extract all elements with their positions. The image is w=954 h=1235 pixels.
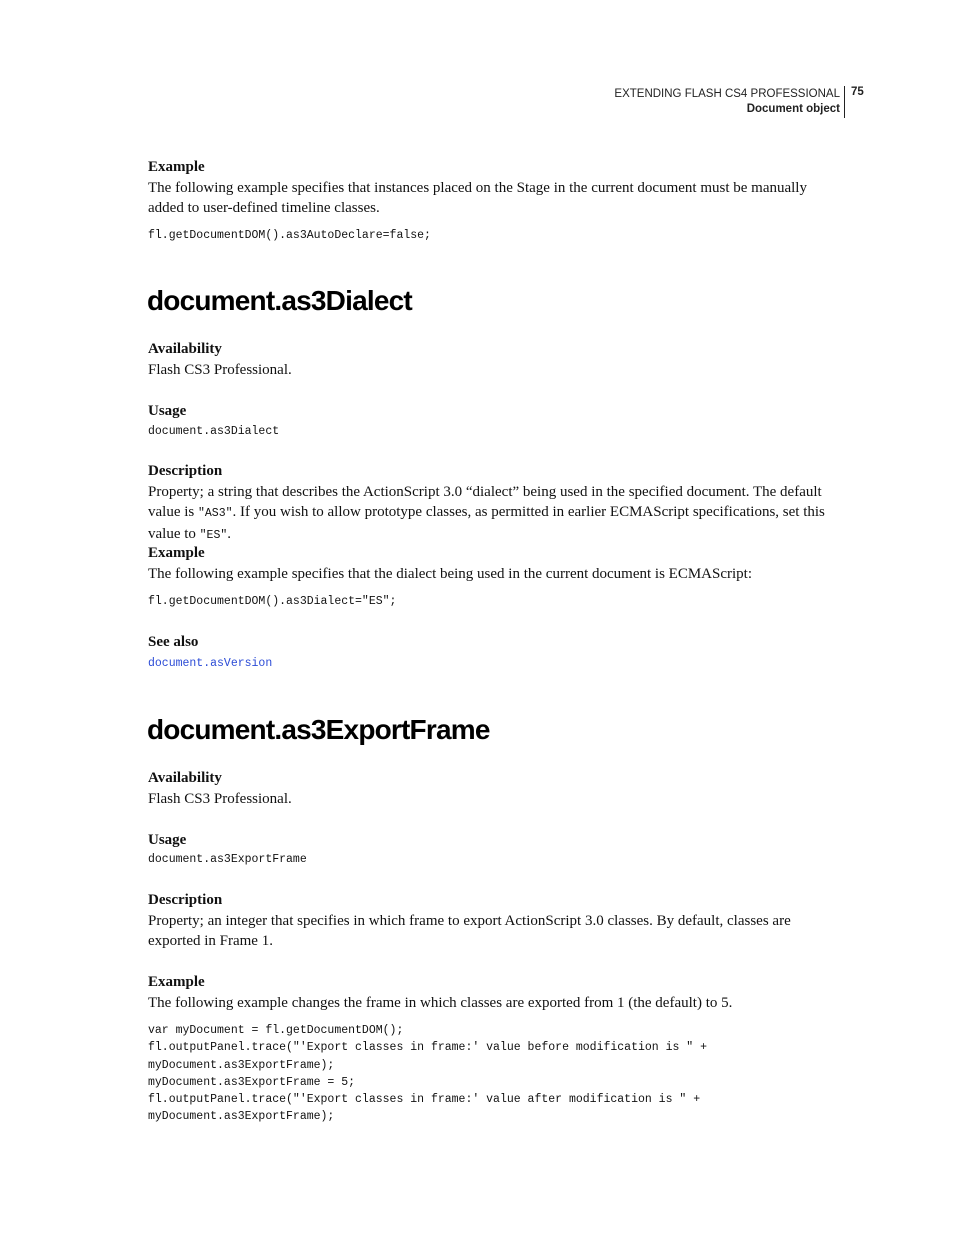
description-part-1: Property; a string that describes the ActionScript 3.0 “dialect” being used in the specified document. The default value is bbox=[148, 484, 822, 520]
description-heading: Description bbox=[148, 892, 223, 908]
section-heading-as3dialect: document.as3Dialect bbox=[147, 285, 412, 316]
page-number: 75 bbox=[851, 86, 864, 98]
availability-heading: Availability bbox=[148, 770, 222, 786]
example-heading: Example bbox=[148, 545, 205, 561]
description-part-3: . bbox=[227, 526, 232, 542]
see-also-link-asversion[interactable]: document.asVersion bbox=[148, 657, 273, 670]
section-heading-as3exportframe: document.as3ExportFrame bbox=[147, 714, 490, 745]
header-divider bbox=[844, 86, 845, 118]
es-value-code: "ES" bbox=[199, 529, 228, 542]
usage-code: document.as3Dialect bbox=[148, 425, 280, 438]
example-code: fl.getDocumentDOM().as3Dialect="ES"; bbox=[148, 595, 397, 608]
example-code-block: var myDocument = fl.getDocumentDOM(); fl.outputPanel.trace("'Export classes in frame:' value before modification is " + myDocument.as3ExportFrame); myDocument.as3ExportFrame = 5; fl.outputPanel.trace("'Export classes in frame:' value after modification is " + myDocument.as3ExportFrame); bbox=[148, 1024, 707, 1124]
description-heading: Description bbox=[148, 463, 223, 479]
book-title: EXTENDING FLASH CS4 PROFESSIONAL bbox=[614, 88, 840, 100]
example-text: The following example specifies that the dialect being used in the current document is ECMAScript: bbox=[148, 566, 753, 582]
availability-text: Flash CS3 Professional. bbox=[148, 791, 292, 807]
description-text bbox=[148, 482, 843, 546]
example-text: The following example specifies that instances placed on the Stage in the current document must be manually added to user-defined timeline classes. bbox=[148, 180, 807, 216]
example-heading: Example bbox=[148, 159, 205, 175]
example-text: The following example changes the frame in which classes are exported from 1 (the default) to 5. bbox=[148, 995, 733, 1011]
availability-heading: Availability bbox=[148, 341, 222, 357]
usage-code: document.as3ExportFrame bbox=[148, 853, 307, 866]
usage-heading: Usage bbox=[148, 403, 187, 419]
example-heading: Example bbox=[148, 974, 205, 990]
availability-text: Flash CS3 Professional. bbox=[148, 362, 292, 378]
running-header bbox=[614, 87, 840, 117]
description-part-2: . If you wish to allow prototype classes, as permitted in earlier ECMAScript specifications, set this value to bbox=[148, 504, 825, 542]
section-title: Document object bbox=[746, 103, 840, 115]
see-also-heading: See also bbox=[148, 634, 199, 650]
usage-heading: Usage bbox=[148, 832, 187, 848]
description-text: Property; an integer that specifies in which frame to export ActionScript 3.0 classes. By default, classes are exported in Frame 1. bbox=[148, 913, 791, 949]
example-code: fl.getDocumentDOM().as3AutoDeclare=false; bbox=[148, 229, 431, 242]
default-value-code: "AS3" bbox=[198, 507, 233, 520]
